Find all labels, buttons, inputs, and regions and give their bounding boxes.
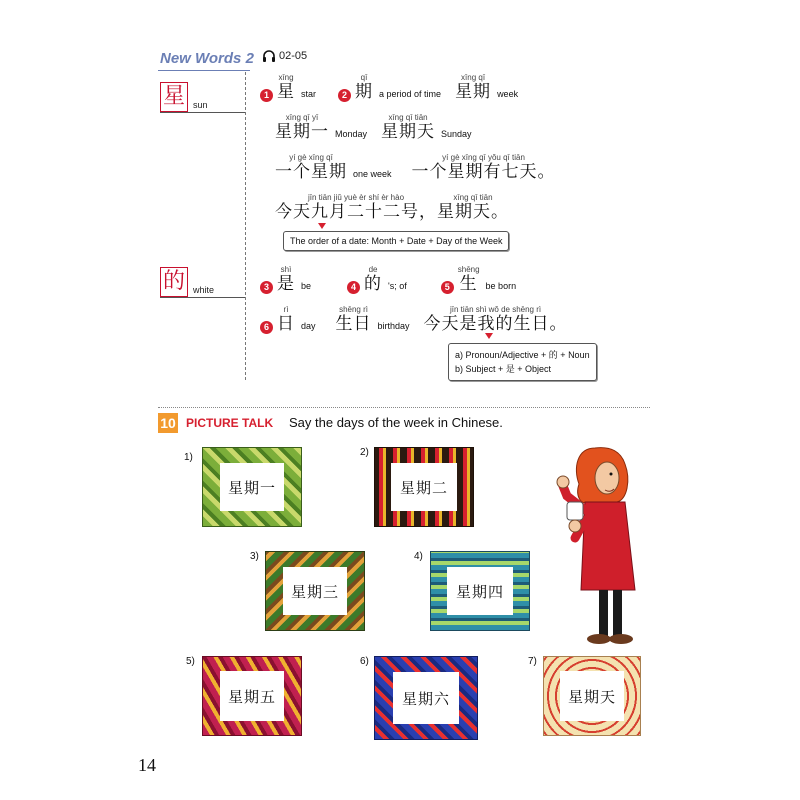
vocab-word: shì 是 (277, 265, 295, 294)
teacher-illustration (555, 440, 655, 650)
headword-underline (160, 112, 245, 113)
picture-label: 3) (250, 551, 259, 562)
vocab-row (275, 113, 472, 142)
headword-gloss: white (193, 285, 215, 295)
item-number: 1 (260, 89, 273, 102)
vocab-english: birthday (377, 321, 410, 331)
picture-label: 4) (414, 551, 423, 562)
headword-gloss: sun (193, 100, 208, 110)
vocab-english: day (301, 321, 316, 331)
pointer-triangle (318, 223, 326, 229)
picture-frame (265, 551, 365, 631)
picture-frame (374, 656, 478, 740)
picture-label: 2) (360, 447, 369, 458)
section-title: PICTURE TALK (186, 416, 274, 430)
picture-text: 星期五 (220, 671, 284, 721)
vocab-word: shēng 生 (457, 265, 480, 294)
picture-frame (202, 656, 302, 736)
picture-text: 星期天 (560, 671, 624, 721)
picture-label: 7) (528, 656, 537, 667)
example-sentence: jīn tiān jiǔ yuè èr shí èr hào 今天九月二十二号， xīng qī tiān 星期天。 (275, 193, 509, 222)
vocab-word: rì 日 (277, 305, 295, 334)
vocab-row (275, 153, 556, 182)
audio-track[interactable] (262, 50, 307, 62)
picture-frame (374, 447, 474, 527)
item-number: 6 (260, 321, 273, 334)
picture-frame (430, 551, 530, 631)
headword-char: 的 (160, 267, 188, 297)
grammar-note: The order of a date: Month + Date + Day of the Week (283, 231, 509, 251)
vocab-english: Sunday (441, 129, 472, 139)
section-header-title: New Words 2 (160, 50, 254, 67)
vocab-word: shēng rì 生日 (335, 305, 372, 334)
section-divider (158, 407, 650, 408)
vocab-english: a period of time (379, 89, 442, 99)
headword-underline (160, 297, 245, 298)
vocab-word: xīng qī 星期 (455, 73, 492, 102)
headphones-icon (262, 50, 276, 62)
vocab-english: be born (485, 281, 517, 291)
vocab-english: star (301, 89, 317, 99)
vocab-row (260, 265, 516, 294)
vocab-row (260, 305, 568, 334)
vocab-english: 's; of (388, 281, 407, 291)
picture-text: 星期六 (393, 672, 459, 724)
picture-text: 星期四 (447, 567, 513, 615)
item-number: 4 (347, 281, 360, 294)
vocab-english: one week (353, 169, 392, 179)
picture-label: 5) (186, 656, 195, 667)
vocab-word: yí gè xīng qī 一个星期 (275, 153, 347, 182)
item-number: 5 (441, 281, 454, 294)
example-sentence: jīn tiān shì wǒ de shēng rì 今天是我的生日。 (423, 305, 568, 334)
picture-frame (543, 656, 641, 736)
vocab-english: Monday (335, 129, 368, 139)
grammar-note-b: b) Subject + 是 + Object (455, 364, 552, 374)
picture-text: 星期一 (220, 463, 284, 511)
section-instruction: Say the days of the week in Chinese. (289, 415, 503, 430)
vocab-word: de 的 (364, 265, 383, 294)
pointer-triangle (485, 333, 493, 339)
picture-text: 星期二 (391, 463, 457, 511)
headword-char: 星 (160, 82, 188, 112)
item-number: 2 (338, 89, 351, 102)
column-divider (245, 72, 246, 380)
header-underline (158, 70, 250, 71)
picture-label: 6) (360, 656, 369, 667)
page-number: 14 (138, 755, 156, 775)
section-number: 10 (158, 413, 178, 433)
vocab-word: qī 期 (355, 73, 374, 102)
audio-code: 02-05 (279, 50, 308, 62)
vocab-word: xīng qī tiān 星期天 (381, 113, 436, 142)
picture-label: 1) (184, 452, 193, 463)
vocab-english: week (497, 89, 519, 99)
vocab-english: be (301, 281, 312, 291)
grammar-note-a: a) Pronoun/Adjective + 的 + Noun (455, 350, 590, 360)
picture-frame (202, 447, 302, 527)
vocab-row (260, 73, 518, 102)
item-number: 3 (260, 281, 273, 294)
vocab-sentence: yí gè xīng qī yǒu qī tiān 一个星期有七天。 (411, 153, 556, 182)
vocab-word: xīng 星 (277, 73, 295, 102)
picture-text: 星期三 (283, 567, 347, 615)
grammar-note (448, 343, 597, 381)
vocab-word: xīng qī yī 星期一 (275, 113, 329, 142)
